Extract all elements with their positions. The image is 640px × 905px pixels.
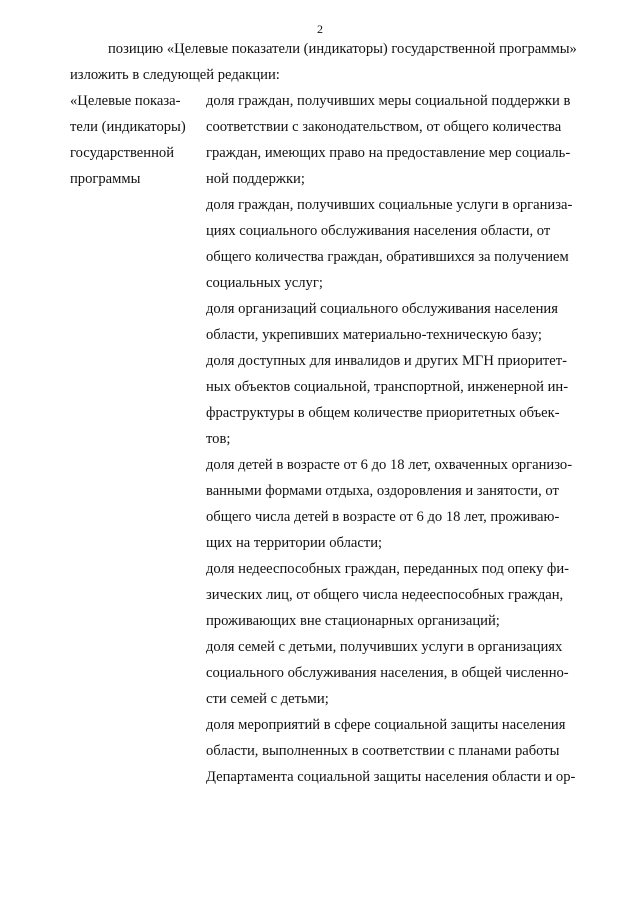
indicator-line: доля семей с детьми, получивших услуги в организациях — [206, 639, 563, 655]
indicator-line: циях социального обслуживания населения области, от — [206, 223, 551, 239]
indicator-line: области, укрепивших материально-техническую базу; — [206, 327, 542, 343]
indicator-line: ной поддержки; — [206, 171, 305, 187]
label-line: «Целевые показа- — [70, 93, 181, 109]
indicator-line: доля детей в возрасте от 6 до 18 лет, охваченных организо- — [206, 457, 573, 473]
indicator-line: соответствии с законодательством, от общего количества — [206, 119, 562, 135]
intro-line-1: позицию «Целевые показатели (индикаторы) государственной программы» — [108, 41, 577, 57]
indicator-line: области, выполненных в соответствии с планами работы — [206, 743, 560, 759]
indicator-line: граждан, имеющих право на предоставление мер социаль- — [206, 145, 571, 161]
indicator-line: тов; — [206, 431, 231, 447]
indicator-line: щих на территории области; — [206, 535, 383, 551]
indicator-line: ных объектов социальной, транспортной, инженерной ин- — [206, 379, 569, 395]
indicator-line: Департамента социальной защиты населения области и ор- — [206, 769, 576, 785]
indicator-line: доля граждан, получивших социальные услуги в организа- — [206, 197, 573, 213]
indicator-line: доля недееспособных граждан, переданных под опеку фи- — [206, 561, 570, 577]
indicator-line: доля организаций социального обслуживания населения — [206, 301, 558, 317]
page-number: 2 — [317, 22, 323, 36]
indicator-line: социальных услуг; — [206, 275, 323, 291]
indicator-line: зических лиц, от общего числа недееспособных граждан, — [206, 587, 564, 603]
indicator-line: доля граждан, получивших меры социальной поддержки в — [206, 93, 571, 109]
intro-line-2: изложить в следующей редакции: — [70, 67, 280, 83]
indicator-line: сти семей с детьми; — [206, 691, 329, 707]
indicator-line: социального обслуживания населения, в общей численно- — [206, 665, 569, 681]
indicator-line: ванными формами отдыха, оздоровления и занятости, от — [206, 483, 559, 499]
indicator-line: общего количества граждан, обратившихся за получением — [206, 249, 569, 265]
label-line: государственной — [70, 145, 175, 161]
indicator-line: проживающих вне стационарных организаций; — [206, 613, 500, 629]
indicator-line: доля доступных для инвалидов и других МГН приоритет- — [206, 353, 567, 369]
indicator-line: общего числа детей в возрасте от 6 до 18 лет, проживаю- — [206, 509, 560, 525]
label-line: программы — [70, 171, 141, 187]
indicator-line: доля мероприятий в сфере социальной защиты населения — [206, 717, 566, 733]
label-line: тели (индикаторы) — [70, 119, 186, 135]
indicator-line: фраструктуры в общем количестве приоритетных объек- — [206, 405, 560, 421]
